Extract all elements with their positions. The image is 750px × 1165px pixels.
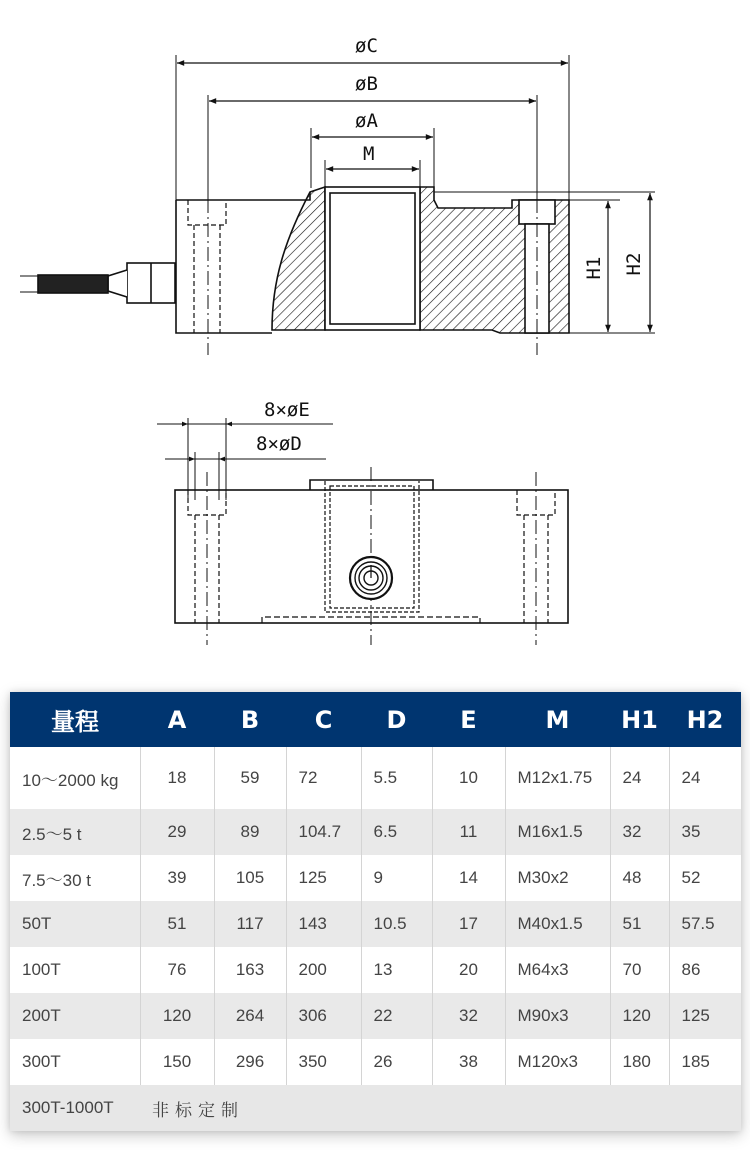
spec-table-container <box>10 692 741 1131</box>
cell-a: 18 <box>140 747 214 809</box>
cell-d: 5.5 <box>361 747 432 809</box>
cell-m: M40x1.5 <box>505 901 610 947</box>
cell-h1: 32 <box>610 809 669 855</box>
cell-a: 76 <box>140 947 214 993</box>
table-row <box>10 1039 741 1085</box>
cell-b: 117 <box>214 901 286 947</box>
dimension-label-m: M <box>363 143 375 165</box>
cell-h1: 51 <box>610 901 669 947</box>
cell-e: 11 <box>432 809 505 855</box>
cell-c: 350 <box>286 1039 361 1085</box>
footer-range: 300T-1000T <box>10 1085 140 1131</box>
cell-c: 125 <box>286 855 361 901</box>
holes-label-e: 8×øE <box>264 399 310 421</box>
cell-e: 38 <box>432 1039 505 1085</box>
header-c: C <box>286 692 361 747</box>
cell-m: M12x1.75 <box>505 747 610 809</box>
cell-b: 296 <box>214 1039 286 1085</box>
cell-h2: 52 <box>669 855 741 901</box>
cell-range: 300T <box>22 1052 61 1071</box>
cell-h1: 70 <box>610 947 669 993</box>
table-header-row <box>10 692 741 747</box>
cell-range: 50T <box>10 901 140 947</box>
cell-e: 10 <box>432 747 505 809</box>
cell-m: M64x3 <box>505 947 610 993</box>
header-range: 量程 <box>10 692 140 747</box>
cell-c: 200 <box>286 947 361 993</box>
cell-h2: 35 <box>669 809 741 855</box>
cell-d: 6.5 <box>361 809 432 855</box>
cell-a: 29 <box>140 809 214 855</box>
cell-b: 59 <box>214 747 286 809</box>
cell-e: 20 <box>432 947 505 993</box>
cell-m: M120x3 <box>505 1039 610 1085</box>
cell-h1: 24 <box>610 747 669 809</box>
dimension-label-h1: H1 <box>583 256 605 280</box>
cell-d: 13 <box>361 947 432 993</box>
header-m: M <box>505 692 610 747</box>
cell-e: 14 <box>432 855 505 901</box>
cell-m: M30x2 <box>505 855 610 901</box>
table-row <box>10 901 741 947</box>
table-row <box>10 855 741 901</box>
cell-range: 2.5～5 t <box>10 809 140 855</box>
cell-d: 10.5 <box>361 901 432 947</box>
cell-e: 32 <box>432 993 505 1039</box>
cell-a: 120 <box>140 993 214 1039</box>
header-e: E <box>432 692 505 747</box>
cell-a: 51 <box>140 901 214 947</box>
cell-a: 39 <box>140 855 214 901</box>
header-h1: H1 <box>610 692 669 747</box>
cell-m: M90x3 <box>505 993 610 1039</box>
cell-b: 105 <box>214 855 286 901</box>
header-a: A <box>140 692 214 747</box>
cell-b: 163 <box>214 947 286 993</box>
cell-c: 72 <box>286 747 361 809</box>
cell-range: 7.5～30 t <box>22 870 91 890</box>
cell-c: 143 <box>286 901 361 947</box>
cell-d: 26 <box>361 1039 432 1085</box>
cell-range: 10～2000 kg <box>22 770 119 790</box>
cell-h2: 86 <box>669 947 741 993</box>
table-row <box>10 947 741 993</box>
cell-m: M16x1.5 <box>505 809 610 855</box>
table-row <box>10 993 741 1039</box>
spec-table <box>10 692 741 1131</box>
cell-c: 306 <box>286 993 361 1039</box>
cell-h2: 185 <box>669 1039 741 1085</box>
cell-h2: 125 <box>669 993 741 1039</box>
cell-range: 100T <box>22 960 61 979</box>
cell-d: 9 <box>361 855 432 901</box>
header-d: D <box>361 692 432 747</box>
dimension-label-c: øC <box>355 35 378 57</box>
cell-c: 104.7 <box>286 809 361 855</box>
header-h2: H2 <box>669 692 741 747</box>
cell-h1: 48 <box>610 855 669 901</box>
footer-custom-note: 非标定制 <box>140 1085 741 1131</box>
cell-e: 17 <box>432 901 505 947</box>
cell-h2: 24 <box>669 747 741 809</box>
cell-d: 22 <box>361 993 432 1039</box>
cell-b: 89 <box>214 809 286 855</box>
cell-h1: 120 <box>610 993 669 1039</box>
table-footer-row <box>10 1085 741 1131</box>
dimension-label-b: øB <box>355 73 378 95</box>
table-row <box>10 809 741 855</box>
cell-a: 150 <box>140 1039 214 1085</box>
holes-label-d: 8×øD <box>256 433 302 455</box>
header-b: B <box>214 692 286 747</box>
cell-b: 264 <box>214 993 286 1039</box>
table-row <box>10 747 741 809</box>
dimension-label-a: øA <box>355 110 378 132</box>
dimension-label-h2: H2 <box>623 252 645 276</box>
side-view <box>157 418 568 645</box>
cell-range: 200T <box>10 993 140 1039</box>
cell-h1: 180 <box>610 1039 669 1085</box>
section-view <box>20 55 655 355</box>
cell-h2: 57.5 <box>669 901 741 947</box>
